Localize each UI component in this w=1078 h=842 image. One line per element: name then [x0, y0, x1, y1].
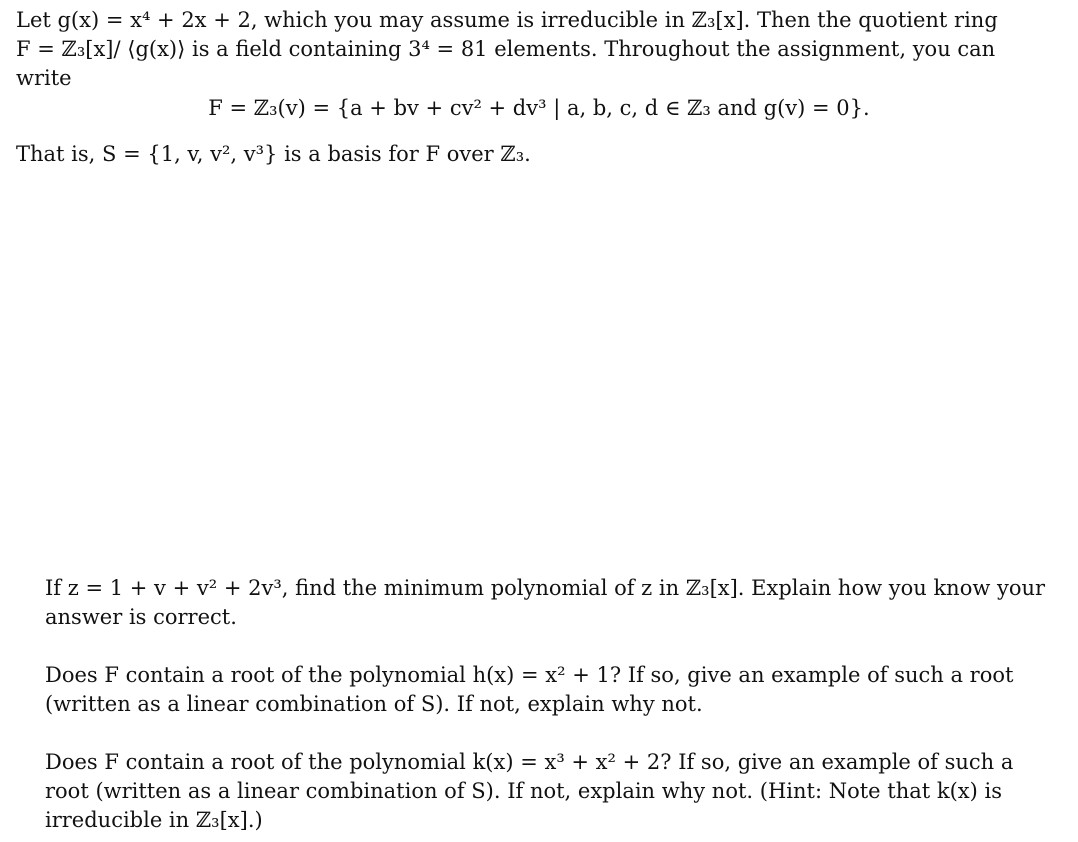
question-1	[45, 574, 1050, 632]
basis-statement: That is, S = {1, v, v², v³} is a basis for F over ℤ₃.	[16, 142, 531, 166]
question-3-line-1: Does F contain a root of the polynomial k(x) = x³ + x² + 2? If so, give an example of such a	[45, 750, 1014, 774]
question-3-line-3: irreducible in ℤ₃[x].)	[45, 808, 263, 832]
question-1-line-1: If z = 1 + v + v² + 2v³, find the minimum polynomial of z in ℤ₃[x]. Explain how you know your	[45, 576, 1046, 600]
question-3	[45, 748, 1050, 835]
intro-line-2: F = ℤ₃[x]/ ⟨g(x)⟩ is a field containing 3⁴ = 81 elements. Throughout the assignment, you can	[16, 37, 996, 61]
question-2	[45, 661, 1050, 719]
question-2-line-2: (written as a linear combination of S). If not, explain why not.	[45, 692, 703, 716]
intro-line-1: Let g(x) = x⁴ + 2x + 2, which you may assume is irreducible in ℤ₃[x]. Then the quotient ring	[16, 8, 998, 32]
intro-line-3: write	[16, 66, 72, 90]
question-3-line-2: root (written as a linear combination of S). If not, explain why not. (Hint: Note that k(x) is	[45, 779, 1002, 803]
display-equation: F = ℤ₃(v) = {a + bv + cv² + dv³ | a, b, c, d ∈ ℤ₃ and g(v) = 0}.	[208, 96, 870, 120]
question-2-line-1: Does F contain a root of the polynomial h(x) = x² + 1? If so, give an example of such a root	[45, 663, 1014, 687]
intro-paragraph	[16, 6, 1052, 93]
question-1-line-2: answer is correct.	[45, 605, 237, 629]
